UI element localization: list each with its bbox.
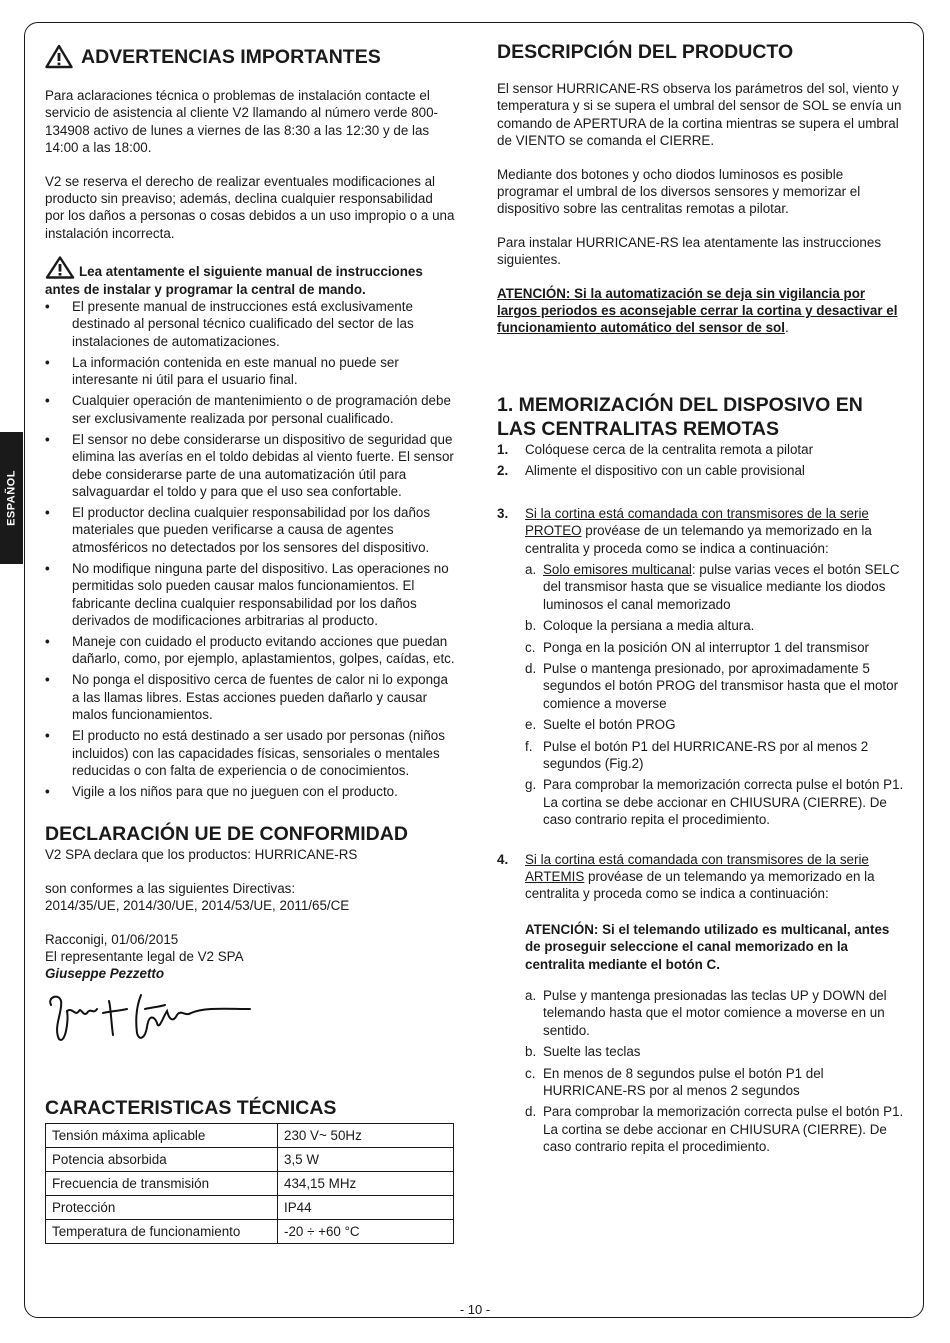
- signature: [45, 987, 455, 1051]
- read-manual-note: [45, 256, 455, 298]
- list-item: 3. Si la cortina está comandada con transmisores de la serie PROTEO provéase de un telemando ya memorizado en la centralita y proceda como se indica a continuación: a. Solo emisores multicanal: pulse varias veces el botón SELC del transmisor hasta que se visualice mediante los diodos luminosos el canal memorizado b. Coloque la persiana a media altura. c. Ponga en la posición ON al interruptor 1 del transmisor d. Pulse o mantenga presionado, por aproximadamente 5 segundos el botón PROG del transmisor hasta que el motor comience a moverse e. Suelte el botón PROG f. Pulse el botón P1 del HURRICANE-RS por al menos 2 segundos (Fig.2) g. Para comprobar la memorización correcta pulse el botón P1. La cortina se debe accionar en CHIUSURA (CIERRE). De caso contrario repita el procedimiento.: [497, 505, 907, 829]
- specs-table: [45, 1123, 454, 1244]
- table-row: Frecuencia de transmisión 434,15 MHz: [46, 1172, 454, 1196]
- warnings-para-1: Para aclaraciones técnica o problemas de instalación contacte el servicio de asistencia al cliente V2 llamando al número verde 800-134908 activo de lunes a viernes de las 8:30 a las 12:30 y de las 14:00 a las 18:00.: [45, 88, 439, 156]
- list-item: 1. Colóquese cerca de la centralita remota a pilotar: [497, 441, 814, 457]
- list-item: • Cualquier operación de mantenimiento o de programación debe ser exclusivamente realizada por personal cualificado.: [45, 393, 451, 426]
- list-item: c. En menos de 8 segundos pulse el botón P1 del HURRICANE-RS por al menos 2 segundos: [525, 1065, 824, 1099]
- warnings-title: ADVERTENCIAS IMPORTANTES: [81, 45, 381, 68]
- list-item: c. Ponga en la posición ON al interruptor 1 del transmisor: [525, 639, 870, 655]
- table-row: Potencia absorbida 3,5 W: [46, 1148, 454, 1172]
- read-manual-text: Lea atentamente el siguiente manual de instrucciones antes de instalar y programar la central de mando.: [45, 264, 423, 297]
- list-item: e. Suelte el botón PROG: [525, 717, 676, 733]
- step-4-attention: ATENCIÓN: Si el telemando utilizado es multicanal, antes de proseguir seleccione el canal memorizado en la centralita mediante el botón C.: [525, 921, 890, 972]
- list-item: • El presente manual de instrucciones está exclusivamente destinado al personal técnico cualificado del sector de las instalaciones de automatizaciones.: [45, 299, 414, 349]
- list-item: a. Solo emisores multicanal: pulse varias veces el botón SELC del transmisor hasta que se visualice mediante los diodos luminosos el canal memorizado: [525, 561, 900, 612]
- list-item: b. Suelte las teclas: [525, 1044, 641, 1060]
- table-row: Temperatura de funcionamiento -20 ÷ +60 °C: [46, 1220, 454, 1244]
- declaration-signer: Giuseppe Pezzetto: [45, 966, 165, 982]
- description-title: DESCRIPCIÓN DEL PRODUCTO: [497, 41, 794, 63]
- list-item: • El producto no está destinado a ser usado por personas (niños incluidos) con las capacidades físicas, sensoriales o mentales reducidas o con falta de experiencia o de conocimientos.: [45, 728, 445, 778]
- list-item: 4. Si la cortina está comandada con transmisores de la serie ARTEMIS provéase de un telemando ya memorizado en la centralita y proceda como se indica a continuación: ATENCIÓN: Si el telemando utilizado es multicanal, antes de proseguir seleccione el canal memorizado en la centralita mediante el botón C. a. Pulse y mantenga presionadas las teclas UP y DOWN del telemando hasta que el motor comience a moverse en un sentido. b. Suelte las teclas c. En menos de 8 segundos pulse el botón P1 del HURRICANE-RS por al menos 2 segundos d. Para comprobar la memorización correcta pulse el botón P1. La cortina se debe accionar en CHIUSURA (CIERRE). De caso contrario repita el procedimiento.: [497, 851, 907, 1156]
- list-item: g. Para comprobar la memorización correcta pulse el botón P1. La cortina se debe accionar en CHIUSURA (CIERRE). De caso contrario repita el procedimiento.: [525, 777, 904, 828]
- left-column: [45, 40, 455, 1244]
- warnings-heading: [45, 44, 455, 69]
- warnings-list: [45, 298, 455, 800]
- right-column: [497, 40, 907, 1156]
- list-item: b. Coloque la persiana a media altura.: [525, 618, 755, 634]
- list-item: • Maneje con cuidado el producto evitando acciones que puedan dañarlo, como, por ejemplo, aplastamientos, golpes, caídas, etc.: [45, 633, 455, 667]
- warning-icon: [45, 256, 75, 279]
- declaration-place-date: Racconigi, 01/06/2015: [45, 931, 179, 947]
- warning-icon: [45, 44, 73, 69]
- table-row: Protección IP44: [46, 1196, 454, 1220]
- language-label: ESPAÑOL: [4, 470, 17, 526]
- memorization-steps: [497, 441, 907, 1156]
- description-attention: ATENCIÓN: Si la automatización se deja sin vigilancia por largos periodos es aconsejable cerrar la cortina y desactivar el funcionamiento automático del sensor de sol.: [497, 285, 898, 336]
- language-tab: [0, 432, 23, 564]
- list-item: a. Pulse y mantenga presionadas las teclas UP y DOWN del telemando hasta que el motor comience a moverse en un sentido.: [525, 988, 887, 1038]
- list-item: • No modifique ninguna parte del dispositivo. Las operaciones no permitidas solo pueden causar malos funcionamientos. El fabricante declina cualquier responsabilidad por los daños derivados de modificaciones arbitrarias al producto.: [45, 560, 449, 628]
- list-item: d. Pulse o mantenga presionado, por aproximadamente 5 segundos el botón PROG del transmisor hasta que el motor comience a moverse: [525, 660, 899, 711]
- warnings-para-2: V2 se reserva el derecho de realizar eventuales modificaciones al producto sin preaviso; además, declina cualquier responsabilidad por los daños a personas o cosas debidos a un uso impropio o a una instalación incorrecta.: [45, 173, 455, 241]
- step-3-substeps: [525, 561, 907, 829]
- specs-title: CARACTERISTICAS TÉCNICAS: [45, 1097, 337, 1120]
- list-item: • El productor declina cualquier responsabilidad por los daños materiales que pueden verificarse a causa de agentes atmosféricos no detectados por los sensores del dispositivo.: [45, 504, 431, 555]
- declaration-representative: El representante legal de V2 SPA: [45, 949, 244, 964]
- description-para-2: Mediante dos botones y ocho diodos luminosos es posible programar el umbral de los diversos sensores y memorizar el dispositivo sobre las centralitas remotas a pilotar.: [497, 166, 861, 217]
- list-item: 2. Alimente el dispositivo con un cable provisional: [497, 463, 805, 479]
- list-item: • Vigile a los niños para que no jueguen con el producto.: [45, 783, 398, 799]
- list-item: d. Para comprobar la memorización correcta pulse el botón P1. La cortina se debe accionar en CHIUSURA (CIERRE). De caso contrario repita el procedimiento.: [525, 1104, 904, 1155]
- list-item: • El sensor no debe considerarse un dispositivo de seguridad que elimina las averías en el toldo debidas al viento fuerte. El sensor debe considerarse parte de una automatización útil para salvaguardar el toldo y para que el uso sea confortable.: [45, 431, 454, 499]
- list-item: f. Pulse el botón P1 del HURRICANE-RS por al menos 2 segundos (Fig.2): [525, 738, 869, 771]
- description-para-3: Para instalar HURRICANE-RS lea atentamente las instrucciones siguientes.: [497, 234, 882, 268]
- list-item: • La información contenida en este manual no puede ser interesante ni útil para el usuario final.: [45, 354, 399, 388]
- declaration-line-1: V2 SPA declara que los productos: HURRICANE-RS: [45, 847, 358, 863]
- memorization-title: 1. MEMORIZACIÓN DEL DISPOSIVO EN LAS CENTRALITAS REMOTAS: [497, 393, 863, 440]
- page-number: - 10 -: [459, 1302, 491, 1317]
- table-row: Tensión máxima aplicable 230 V~ 50Hz: [46, 1124, 454, 1148]
- declaration-line-2: son conformes a las siguientes Directivas:: [45, 880, 296, 896]
- declaration-title: DECLARACIÓN UE DE CONFORMIDAD: [45, 823, 408, 846]
- step-4-substeps: [525, 987, 907, 1156]
- declaration-line-3: 2014/35/UE, 2014/30/UE, 2014/53/UE, 2011/65/CE: [45, 898, 350, 914]
- list-item: • No ponga el dispositivo cerca de fuentes de calor ni lo exponga a las llamas libres. Estas acciones pueden dañarlo y causar malos funcionamientos.: [45, 672, 448, 723]
- description-para-1: El sensor HURRICANE-RS observa los parámetros del sol, viento y temperatura y si se supera el umbral del sensor de SOL se envía un comando de APERTURA de la cortina mientras se supera el umbral de VIENTO se comanda el CIERRE.: [497, 81, 902, 149]
